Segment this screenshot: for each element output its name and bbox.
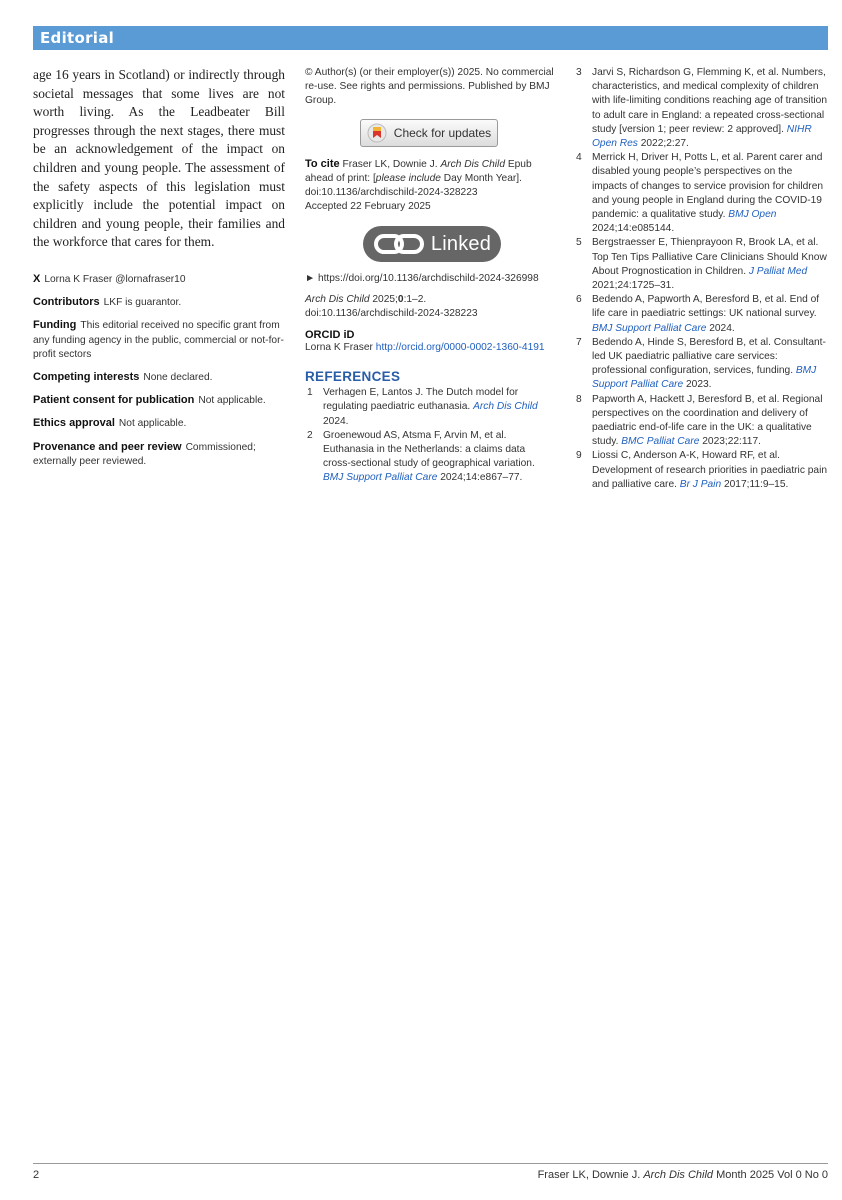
reference-journal-link[interactable]: BMJ Support Palliat Care xyxy=(592,322,707,334)
citation-year: 2025; xyxy=(372,293,398,305)
competing-value: None declared. xyxy=(143,371,213,383)
reference-journal-link[interactable]: BMJ Support Palliat Care xyxy=(323,472,438,484)
consent-label: Patient consent for publication xyxy=(33,394,195,407)
provenance-value: Commissioned; externally peer reviewed. xyxy=(33,441,256,467)
reference-item xyxy=(574,293,828,336)
reference-text: Bedendo A, Papworth A, Beresford B, et al. End of life care in paediatric settings: UK national survey. xyxy=(592,294,820,320)
reference-number: 5 xyxy=(576,237,582,249)
reference-item xyxy=(574,393,828,450)
reference-number: 8 xyxy=(576,393,582,405)
reference-item xyxy=(305,429,555,486)
reference-journal-link[interactable]: BMJ Support Palliat Care xyxy=(592,365,817,391)
column-left xyxy=(33,66,285,477)
x-label: X xyxy=(33,272,41,285)
ethics-approval xyxy=(33,416,285,431)
accepted-date: Accepted 22 February 2025 xyxy=(305,201,431,213)
orcid-link[interactable]: http://orcid.org/0000-0002-1360-4191 xyxy=(375,342,545,354)
reference-text: Verhagen E, Lantos J. The Dutch model for regulating paediatric euthanasia. xyxy=(323,387,519,413)
chain-link-icon xyxy=(373,231,425,257)
provenance-label: Provenance and peer review xyxy=(33,440,182,453)
citation-volume: 0 xyxy=(397,293,404,305)
contributors-label: Contributors xyxy=(33,296,100,309)
reference-number: 9 xyxy=(576,450,582,462)
contributors-value: LKF is guarantor. xyxy=(103,297,182,309)
reference-journal-link[interactable]: NIHR Open Res xyxy=(592,123,812,150)
check-for-updates-button[interactable] xyxy=(360,119,498,147)
reference-journal-link[interactable]: BMJ Open xyxy=(728,209,777,221)
citation-doi: doi:10.1136/archdischild-2024-328223 xyxy=(305,307,478,319)
linked-article xyxy=(305,272,555,286)
reference-item xyxy=(574,236,828,293)
reference-item xyxy=(305,386,555,429)
funding-label: Funding xyxy=(33,319,77,332)
check-for-updates-label: Check for updates xyxy=(393,125,492,140)
reference-journal-link[interactable]: J Palliat Med xyxy=(748,265,808,277)
cite-epub: Epub ahead of print: [ xyxy=(305,158,532,184)
reference-item xyxy=(574,336,828,393)
cite-journal: Arch Dis Child xyxy=(440,158,505,170)
reference-text: Papworth A, Hackett J, Beresford B, et al. Regional perspectives on the coordination and delivery of paediatric end-of-life care in the UK: a qualitative study. xyxy=(592,393,823,448)
reference-item xyxy=(574,151,828,236)
citation-pages: :1–2. xyxy=(403,293,427,305)
orcid-entry xyxy=(305,341,555,355)
reference-tail: 2017;11:9–15. xyxy=(721,478,789,490)
reference-journal-link[interactable]: Br J Pain xyxy=(679,478,722,490)
cite-rest: Day Month Year]. doi:10.1136/archdischild-2024-328223 xyxy=(305,172,522,199)
footer-citation xyxy=(538,1169,828,1181)
reference-number: 4 xyxy=(576,152,582,164)
social-handle xyxy=(33,272,285,287)
footer-issue: Month 2025 Vol 0 No 0 xyxy=(716,1169,828,1181)
reference-tail: 2024;14:e085144. xyxy=(592,223,675,235)
consent-value: Not applicable. xyxy=(198,395,266,407)
cite-please: please include xyxy=(375,172,441,184)
crossmark-icon xyxy=(367,123,387,143)
cite-label: To cite xyxy=(305,157,340,170)
footer-divider xyxy=(33,1163,828,1164)
cite-block xyxy=(305,157,555,201)
linked-logo[interactable] xyxy=(363,226,501,262)
reference-text: Bedendo A, Hinde S, Beresford B, et al. Consultant-led UK paediatric palliative care services: professional configuration, services, funding. xyxy=(592,336,826,377)
column-right xyxy=(574,66,828,492)
funding-value: This editorial received no specific grant from any funding agency in the public, commercial or not-for-profit sectors xyxy=(33,320,284,360)
reference-number: 7 xyxy=(576,336,582,348)
reference-tail: 2024. xyxy=(706,322,735,334)
linked-url[interactable]: https://doi.org/10.1136/archdischild-2024-326998 xyxy=(317,273,539,285)
arrow-right-icon: ► xyxy=(305,273,316,285)
reference-text: Liossi C, Anderson A-K, Howard RF, et al. Development of research priorities in paediatric pain and palliative care. xyxy=(592,450,827,490)
page-number: 2 xyxy=(33,1169,40,1181)
references-heading: REFERENCES xyxy=(305,369,401,385)
reference-item xyxy=(574,449,828,492)
provenance xyxy=(33,440,285,469)
body-paragraph: age 16 years in Scotland) or indirectly through societal messages that some lives are not worth living. As the Leadbeater Bill progresses through the next stages, there must be an acknowledgement of the impact on children and young people. The assessment of the safety aspects of this legislation must explicitly include the potential impact on children and young people, their families and the workforce that cares for them. xyxy=(33,67,285,250)
reference-text: Jarvi S, Richardson G, Flemming K, et al. Numbers, characteristics, and medical complexity of children with life-limiting conditions reaching age of transition to adult care in England: a repeated cross-sectional study [version 1; peer review: 2 approved]. xyxy=(592,67,827,135)
linked-label: Linked xyxy=(430,232,492,255)
footer-authors: Fraser LK, Downie J. xyxy=(537,1169,641,1181)
reference-journal-link[interactable]: BMC Palliat Care xyxy=(621,436,700,448)
orcid-name: Lorna K Fraser xyxy=(305,342,373,354)
contributors xyxy=(33,295,285,310)
cite-authors: Fraser LK, Downie J. xyxy=(342,158,438,170)
copyright-notice: © Author(s) (or their employer(s)) 2025. No commercial re-use. See rights and permissions. Published by BMJ Group. xyxy=(305,67,554,107)
reference-tail: 2024. xyxy=(323,415,349,427)
reference-journal-link[interactable]: Arch Dis Child xyxy=(473,401,538,413)
patient-consent xyxy=(33,393,285,408)
citation-journal: Arch Dis Child xyxy=(305,293,370,305)
reference-text: Groenewoud AS, Atsma F, Arvin M, et al. Euthanasia in the Netherlands: a claims data cross-sectional study of geographical variation. xyxy=(323,429,535,470)
ethics-label: Ethics approval xyxy=(33,417,115,430)
reference-tail: 2021;24:1725–31. xyxy=(592,280,675,292)
reference-number: 2 xyxy=(307,429,313,441)
reference-number: 3 xyxy=(576,67,582,78)
reference-tail: 2023;22:117. xyxy=(699,436,761,448)
x-value: Lorna K Fraser @lornafraser10 xyxy=(44,273,186,285)
reference-number: 1 xyxy=(307,387,313,399)
footer-journal: Arch Dis Child xyxy=(643,1169,714,1181)
reference-tail: 2024;14:e867–77. xyxy=(437,472,523,484)
reference-text: Merrick H, Driver H, Potts L, et al. Parent carer and disabled young people’s perspectives on the impacts of changes to service provision for children and young people in England during the COVID-19 pandemic: a qualitative study. xyxy=(592,152,824,221)
reference-tail: 2022;2:27. xyxy=(637,138,689,150)
section-header xyxy=(33,26,828,50)
ethics-value: Not applicable. xyxy=(118,418,187,430)
funding xyxy=(33,318,285,362)
reference-tail: 2023. xyxy=(683,379,712,391)
reference-text: Bergstraesser E, Thienprayoon R, Brook LA, et al. Top Ten Tips Palliative Care Clinicians Should Know About Prognostication in Children. xyxy=(592,237,827,277)
competing-label: Competing interests xyxy=(33,370,140,383)
citation-line xyxy=(305,293,555,321)
reference-number: 6 xyxy=(576,294,582,306)
orcid-heading: ORCID iD xyxy=(305,329,355,342)
column-middle xyxy=(305,66,555,486)
competing-interests xyxy=(33,370,285,385)
reference-item xyxy=(574,66,828,151)
section-label: Editorial xyxy=(40,29,115,47)
